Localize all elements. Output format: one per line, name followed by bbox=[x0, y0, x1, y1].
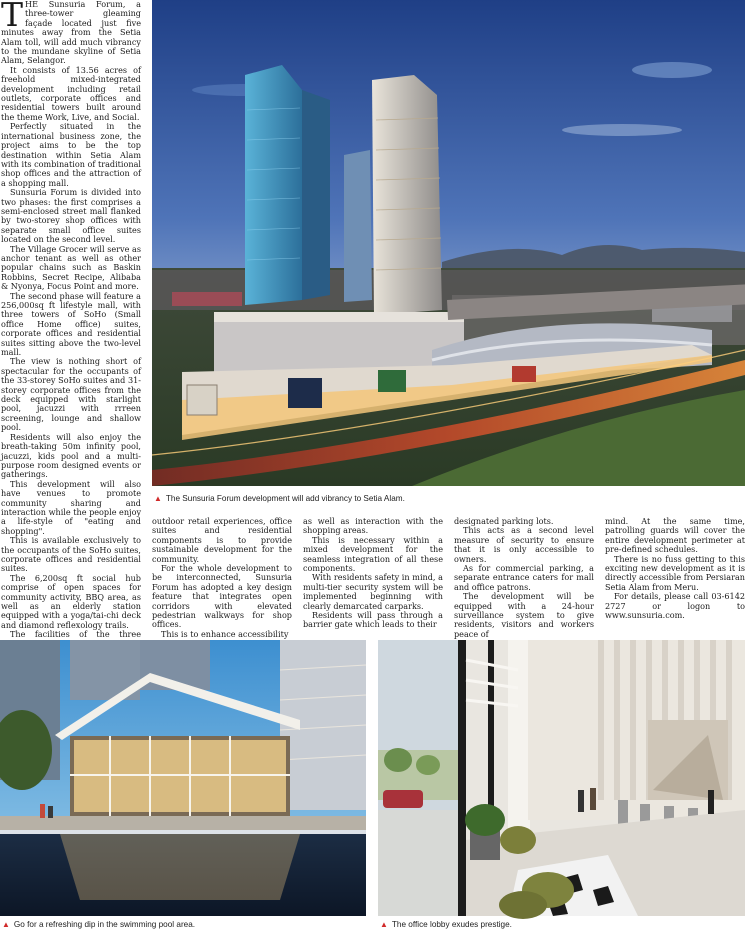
paragraph: Residents will pass through a barrier gate which leads to their bbox=[303, 610, 443, 630]
caption-text: Go for a refreshing dip in the swimming pool area. bbox=[13, 920, 196, 929]
red-triangle-icon: ▲ bbox=[380, 920, 388, 929]
paragraph: as well as interaction with the shopping areas. bbox=[303, 516, 443, 536]
sunsuria-forum-illustration bbox=[152, 0, 745, 486]
caption-main bbox=[154, 494, 405, 503]
paragraph: This is necessary within a mixed development for the seamless integration of all these components. bbox=[303, 534, 443, 574]
paragraph: The Village Grocer will serve as anchor tenant as well as other popular chains such as Baskin Robbins, Secret Recipe, Alibaba & Nyonya, Focus Point and more. bbox=[1, 243, 141, 292]
paragraph: mind. At the same time, patrolling guards will cover the entire development perimeter at pre-defined schedules. bbox=[605, 516, 745, 555]
article-column-3 bbox=[303, 516, 443, 630]
article-column-4 bbox=[454, 516, 594, 639]
paragraph: The view is nothing short of spectacular for the occupants of the 33-storey SoHo suites and 31-storey corporate offices from the deck equipped with starlight pool, jacuzzi with rrreen screening, lounge and shallow pool. bbox=[1, 356, 141, 433]
paragraph: HE Sunsuria Forum, a three-tower gleaming façade located just five minutes away from the Setia Alam toll, will add much vibrancy to the mundane skyline of Setia Alam, Selangor. bbox=[1, 0, 141, 66]
paragraph: Sunsuria Forum is divided into two phases: the first comprises a semi-enclosed street mall flanked by two-storey shop offices with separate small office suites located on the second level. bbox=[1, 187, 141, 245]
caption-text: The Sunsuria Forum development will add vibrancy to Setia Alam. bbox=[165, 494, 405, 503]
paragraph: The development will be equipped with a 24-hour surveillance system to give residents, visitors and workers peace of bbox=[454, 591, 594, 639]
pool-photo bbox=[0, 640, 366, 916]
paragraph: For the whole development to be interconnected, Sunsuria Forum has adopted a key design feature that integrates open corridors with elevated pedestrian walkways for shop offices. bbox=[152, 563, 292, 630]
caption-pool bbox=[2, 920, 195, 929]
paragraph: As for commercial parking, a separate entrance caters for mall and office patrons. bbox=[454, 563, 594, 592]
paragraph: Residents will also enjoy the breath-taking 50m infinity pool, jacuzzi, kids pool and a multi-purpose room designed events or gatherings. bbox=[1, 431, 141, 480]
lobby-photo bbox=[378, 640, 745, 916]
paragraph: This acts as a second level measure of security to ensure that it is only accessible to owners. bbox=[454, 525, 594, 564]
article-column-5 bbox=[605, 517, 745, 625]
sunsuria-forum-photo bbox=[152, 0, 745, 486]
paragraph: designated parking lots. bbox=[454, 516, 554, 526]
paragraph: This development will also have venues to promote community sharing and interaction while the people enjoy a life-style of "eating and shopping". bbox=[1, 478, 142, 536]
paragraph: This is to enhance accessibility bbox=[161, 628, 289, 639]
paragraph: The 6,200sq ft social hub comprise of open spaces for community activity, BBQ area, as well as an elderly station equipped with a yoga/tai-chi deck and diamond reflexology trails. bbox=[1, 572, 141, 630]
paragraph: outdoor retail experiences, office suites and residential components is to provide sustainable development for the community. bbox=[152, 516, 292, 564]
caption-text: The office lobby exudes prestige. bbox=[391, 920, 512, 929]
lobby-illustration bbox=[378, 640, 745, 916]
paragraph: The second phase will feature a 256,000sq ft lifestyle mall, with three towers of SoHo (Small office Home office) suites, corporate offices and residential suites sitting above the two-level mall. bbox=[1, 290, 141, 358]
paragraph: The facilities of the three bbox=[10, 629, 141, 640]
paragraph: Perfectly situated in the international business zone, the project aims to be the top destination within Setia Alam with its combination of traditional shop offices and the attraction of a shopping mall. bbox=[1, 121, 142, 188]
paragraph: For details, please call 03-6142 2727 or logon to www.sunsuria.com. bbox=[605, 591, 745, 621]
caption-lobby bbox=[380, 920, 512, 929]
red-triangle-icon: ▲ bbox=[154, 494, 162, 503]
paragraph: This is available exclusively to the occupants of the SoHo suites, corporate offices and residential suites. bbox=[1, 535, 141, 574]
paragraph: It consists of 13.56 acres of freehold mixed-integrated development including retail outlets, corporate offices and residential towers built around the theme Work, Live, and Social. bbox=[1, 64, 141, 122]
drop-cap: T bbox=[1, 0, 24, 34]
paragraph: There is no fuss getting to this exciting new development as it is directly accessible from Persiaran Setia Alam from Meru. bbox=[605, 553, 745, 592]
pool-illustration bbox=[0, 640, 366, 916]
article-column-2 bbox=[152, 516, 292, 639]
paragraph: With residents safety in mind, a multi-tier security system will be implemented beginning with clearly demarcated carparks. bbox=[303, 572, 443, 611]
red-triangle-icon: ▲ bbox=[2, 920, 10, 929]
article-column-left bbox=[1, 0, 142, 640]
